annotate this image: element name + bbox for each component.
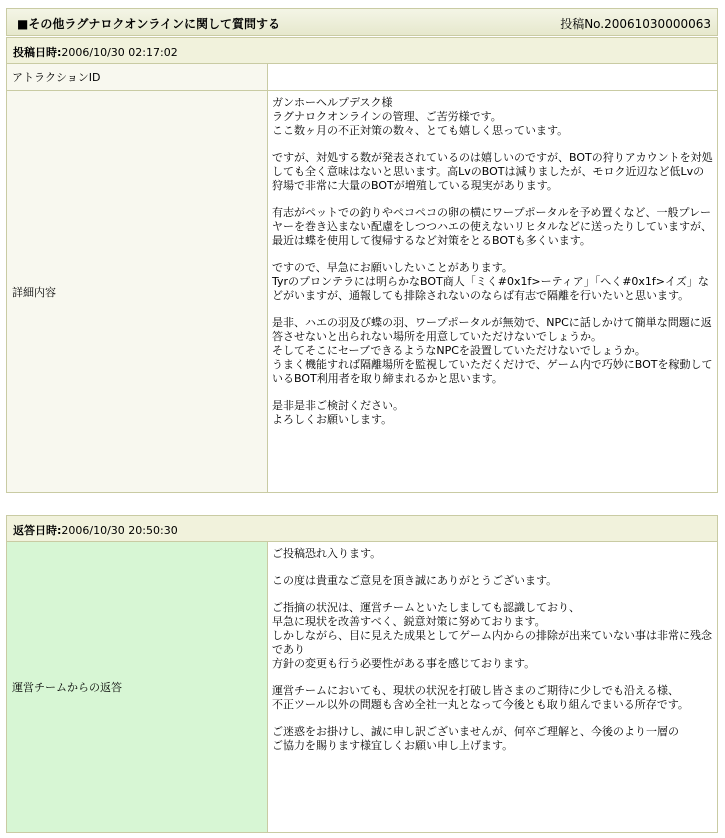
reply-paragraph: この度は貴重なご意見を頂き誠にありがとうございます。 xyxy=(272,574,558,587)
detail-paragraph: 有志がペットでの釣りやペコペコの卵の横にワープポータルを予め置くなど、一般プレーヤーを巻き込まない配慮をしつつハエの使えないリヒタルなどに送ったりしていますが、最近は蝶を使用して復帰するなど対策をとるBOTも多くいます。 xyxy=(272,206,712,247)
post-date-label: 投稿日時: xyxy=(13,46,62,59)
detail-paragraph: 是非是非ご検討ください。 よろしくお願いします。 xyxy=(272,399,404,426)
reply-date-label: 返答日時: xyxy=(13,524,62,537)
page-title: ■その他ラグナロクオンラインに関して質問する xyxy=(17,17,280,31)
attraction-id-value xyxy=(268,64,717,90)
reply-label: 運営チームからの返答 xyxy=(12,681,122,694)
reply-date-value: 2006/10/30 20:50:30 xyxy=(61,524,178,537)
reply-row xyxy=(7,542,717,832)
attraction-row xyxy=(7,64,717,91)
reply-paragraph: ご指摘の状況は、運営チームといたしましても認識しており、 早急に現状を改善すべく、鋭意対策に努めております。 しかしながら、目に見えた成果としてゲーム内からの排除が出来ていない事は非常に残念であり 方針の変更も行う必要性がある事を感じております。 xyxy=(272,601,712,670)
post-title-bar xyxy=(6,8,718,36)
detail-paragraph: 是非、ハエの羽及び蝶の羽、ワープポータルが無効で、NPCに話しかけて簡単な問題に返答させないと出られない場所を用意していただけないでしょうか。 そしてそこにセーブできるようなNPCを設置していただけないでしょうか。 うまく機能すれば隔離場所を監視していただくだけで、ゲーム内で巧妙にBOTを稼動しているBOT利用者を取り締まれるかと思います。 xyxy=(272,316,713,385)
detail-label: 詳細内容 xyxy=(12,285,56,299)
reply-date-header xyxy=(7,516,717,542)
reply-paragraph: 運営チームにおいても、現状の状況を打破し皆さまのご期待に少しでも沿える様、 不正ツール以外の問題も含め全社一丸となって今後とも取り組んでまいる所存です。 xyxy=(272,684,689,711)
post-date-value: 2006/10/30 02:17:02 xyxy=(61,46,178,59)
attraction-id-label: アトラクションID xyxy=(12,71,101,84)
reply-content xyxy=(268,542,717,832)
reply-paragraph: ご迷惑をお掛けし、誠に申し訳ございませんが、何卒ご理解と、今後のより一層の ご協力を賜ります様宜しくお願い申し上げます。 xyxy=(272,725,679,752)
question-section xyxy=(6,37,718,493)
post-number: 投稿No.20061030000063 xyxy=(560,17,711,31)
detail-paragraph: ですので、早急にお願いしたいことがあります。 Tyrのプロンテラには明らかなBOT商人「ミく#0x1f>ーティア」「へく#0x1f>イズ」などがいますが、通報しても排除されないのならば有志で隔離を行いたいと思います。 xyxy=(272,261,709,302)
post-date-header xyxy=(7,38,717,64)
detail-paragraph: ですが、対処する数が発表されているのは嬉しいのですが、BOTの狩りアカウントを対処しても全く意味はないと思います。高LvのBOTは減りましたが、モロク近辺など低Lvの狩場で非常に大量のBOTが増殖している現実があります。 xyxy=(272,151,713,192)
detail-row xyxy=(7,91,717,492)
reply-paragraph: ご投稿恐れ入ります。 xyxy=(272,547,382,560)
detail-content xyxy=(268,91,717,492)
detail-paragraph: ガンホーヘルプデスク様 ラグナロクオンラインの管理、ご苦労様です。 ここ数ヶ月の不正対策の数々、とても嬉しく思っています。 xyxy=(272,96,569,137)
answer-section xyxy=(6,515,718,833)
